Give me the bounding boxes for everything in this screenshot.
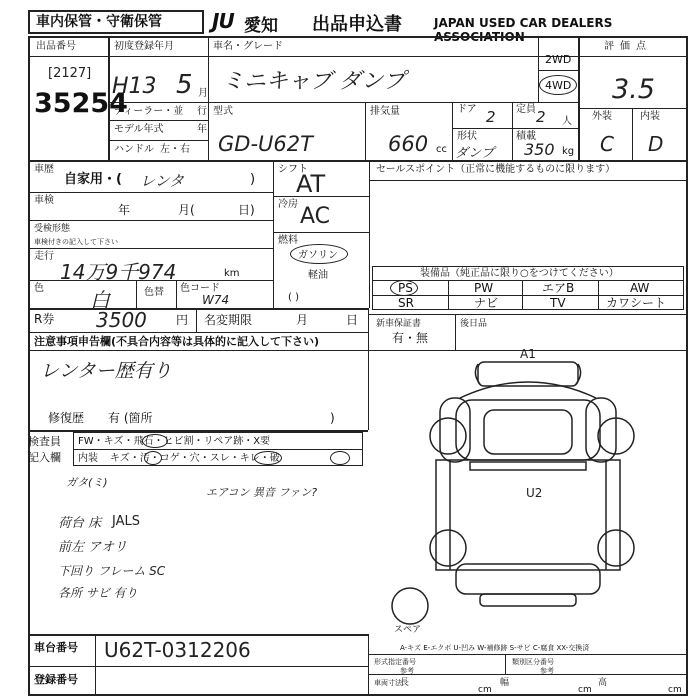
- color-code-value: W74: [202, 293, 230, 307]
- repair-close: ): [330, 411, 335, 425]
- ac-value: AC: [300, 204, 331, 229]
- stone-chip-circle: [142, 434, 168, 448]
- load-value: 350: [524, 140, 555, 159]
- stain-circle: [144, 451, 162, 465]
- inspection-label: 車検: [34, 195, 54, 206]
- warranty-value: 有・無: [392, 331, 429, 345]
- capacity-value: 2: [536, 108, 546, 126]
- remark-3: 荷台 床: [58, 516, 102, 531]
- score-value: 3.5: [612, 74, 655, 105]
- fuel-diesel: 軽油: [308, 270, 328, 281]
- spare-tire-label: スペア: [394, 625, 422, 635]
- load-label: 積載: [516, 131, 536, 142]
- displacement-label: 排気量: [370, 106, 400, 117]
- size-height: 高: [598, 678, 608, 688]
- damage-a1: A1: [520, 347, 536, 361]
- remark-4: 前左 アオリ: [58, 540, 128, 555]
- doors-value: 2: [486, 108, 496, 126]
- damage-legend: A-キズ E-エクボ U-凹み W-補修跡 S-サビ C-腐食 XX-交換済: [400, 644, 590, 652]
- shift-label: シフト: [278, 164, 308, 175]
- month-unit: 月: [198, 88, 208, 99]
- lot-number: 35254: [34, 88, 128, 119]
- mileage-value: 14万9千974: [60, 260, 177, 284]
- equip-tv: TV: [550, 296, 566, 310]
- drive-4wd: 4WD: [545, 79, 572, 92]
- class-label: 類別区分番号: [512, 658, 554, 666]
- equip-leather: カワシート: [606, 296, 667, 310]
- drive-2wd: 2WD: [545, 53, 572, 66]
- mileage-label: 走行: [34, 251, 54, 262]
- mileage-unit: km: [224, 268, 240, 279]
- recycle-label: R券: [34, 312, 55, 326]
- deadline-month: 月: [296, 313, 309, 327]
- remark-2: エアコン 異音 ファン?: [206, 486, 318, 499]
- capacity-label: 定員: [516, 104, 536, 115]
- warranty-label: 新車保証書: [376, 319, 422, 329]
- color-value: 白: [90, 288, 110, 312]
- repair-value: 有 (箇所: [108, 411, 153, 425]
- storage-stamp-text: 車内保管・守衛保管: [36, 14, 162, 30]
- wear-circle: [254, 451, 282, 465]
- inspection-year: 年: [118, 203, 131, 217]
- chassis-label: 車台番号: [34, 641, 78, 654]
- tear-circle: [330, 451, 350, 465]
- inspector-label-1: 検査員: [28, 435, 61, 448]
- inspector-row-1: FW・キズ・飛石・ヒビ割・リペア跡・X要: [78, 436, 271, 447]
- inspection-month: 月(: [178, 203, 195, 217]
- equip-navi: ナビ: [474, 296, 499, 310]
- fuel-gasoline: ガソリン: [298, 250, 338, 261]
- notes-label: 注意事項申告欄(不具合内容等は具体的に記入して下さい): [34, 335, 320, 348]
- remark-1: ガタ(ミ): [66, 476, 108, 489]
- model-type-label: 型式: [213, 106, 233, 117]
- history-value: 自家用・(: [64, 172, 122, 187]
- first-reg-month: 5: [176, 70, 193, 100]
- equip-aw: AW: [630, 281, 650, 295]
- equipment-title: 装備品（純正品に限り○をつけてください）: [420, 268, 619, 279]
- lot-sub-number: [2127]: [48, 66, 92, 81]
- repair-label: 修復歴: [48, 411, 85, 425]
- drive-4wd-circle: [539, 75, 577, 95]
- region-name: 愛知: [244, 16, 278, 36]
- history-label: 車歴: [34, 164, 54, 175]
- sales-point-label: セールスポイント（正常に機能するものに限ります）: [376, 164, 616, 175]
- color-type-label: 色替: [144, 287, 164, 298]
- history-note: レンタ: [140, 172, 185, 190]
- deadline-label: 名変期限: [204, 313, 253, 327]
- fuel-other: ( ): [288, 292, 299, 303]
- fuel-label: 燃料: [278, 235, 298, 246]
- lot-label: 出品番号: [36, 41, 76, 52]
- displacement-unit: cc: [436, 144, 447, 155]
- notes-value: レンター歴有り: [40, 360, 172, 382]
- score-label: 評価点: [604, 41, 652, 52]
- size-length: 長: [400, 678, 410, 688]
- equip-ps-circle: [390, 280, 418, 296]
- history-close: ): [250, 172, 256, 187]
- capacity-unit: 人: [562, 116, 572, 127]
- equip-sr: SR: [398, 296, 414, 310]
- form-title: 出品申込書: [312, 14, 402, 35]
- form-spec-label: 形式指定番号: [374, 658, 416, 666]
- size-height-cm: cm: [668, 685, 682, 695]
- transfer-label: 受検形態: [34, 224, 71, 234]
- dealer-unit: 行: [197, 106, 207, 117]
- inspector-row-2-label: 内装: [78, 453, 98, 464]
- dealer-label: ディーラー・並: [114, 106, 184, 117]
- remark-7: 各所 サビ 有り: [58, 586, 138, 600]
- chassis-value: U62T-0312206: [104, 638, 251, 662]
- damage-u2: U2: [526, 486, 543, 500]
- ju-logo: JU: [212, 9, 234, 33]
- load-unit: kg: [562, 146, 575, 157]
- size-length-cm: cm: [478, 685, 492, 695]
- car-name-label: 車名・グレード: [213, 41, 283, 52]
- association-name: JAPAN USED CAR DEALERS ASSOCIATION: [434, 16, 613, 44]
- color-label: 色: [34, 283, 44, 294]
- handle-label: ハンドル: [114, 144, 154, 155]
- interior-label: 内装: [640, 111, 660, 122]
- model-type-value: GD-U62T: [218, 132, 313, 156]
- ref-label-1: 参考: [400, 667, 414, 675]
- equip-pw: PW: [474, 281, 494, 295]
- deadline-day: 日: [346, 313, 359, 327]
- displacement-value: 660: [388, 132, 429, 156]
- car-name-value: ミニキャブ ダンプ: [222, 69, 406, 94]
- model-year-unit: 年: [197, 124, 207, 135]
- size-label: 車両寸法: [374, 679, 402, 687]
- ac-label: 冷房: [278, 199, 298, 210]
- model-year-label: モデル年式: [114, 124, 164, 135]
- recycle-value: 3500: [96, 308, 147, 332]
- interior-value: D: [648, 132, 664, 156]
- exterior-label: 外装: [592, 111, 612, 122]
- doors-label: ドア: [457, 104, 477, 115]
- remark-6: 下回り フレーム SC: [58, 564, 166, 578]
- equip-airbag: エアB: [542, 281, 575, 295]
- remark-5: JALS: [112, 514, 140, 529]
- first-reg-year: H13: [112, 74, 157, 99]
- shape-value: ダンプ: [455, 146, 495, 161]
- recycle-unit: 円: [176, 313, 189, 327]
- exterior-value: C: [600, 132, 614, 156]
- inspector-row-2: キズ・汚・コゲ・穴・スレ・キレ・破: [110, 453, 280, 464]
- fuel-gasoline-circle: [290, 244, 348, 264]
- color-code-label: 色コード: [180, 283, 220, 294]
- shift-value: AT: [296, 170, 326, 198]
- first-reg-label: 初度登録年月: [114, 41, 174, 52]
- ref-label-2: 参考: [540, 667, 554, 675]
- inspector-label-2: 記入欄: [28, 451, 61, 464]
- transfer-note: 車検付きの記入して下さい: [34, 238, 118, 246]
- equip-ps: PS: [398, 281, 413, 295]
- shape-label: 形状: [457, 131, 477, 142]
- handle-value: 左・右: [160, 144, 190, 155]
- inspection-day: 日): [238, 203, 255, 217]
- size-width-cm: cm: [578, 685, 592, 695]
- size-width: 幅: [500, 678, 510, 688]
- after-item-label: 後日品: [460, 319, 488, 329]
- registration-number-label: 登録番号: [34, 673, 78, 686]
